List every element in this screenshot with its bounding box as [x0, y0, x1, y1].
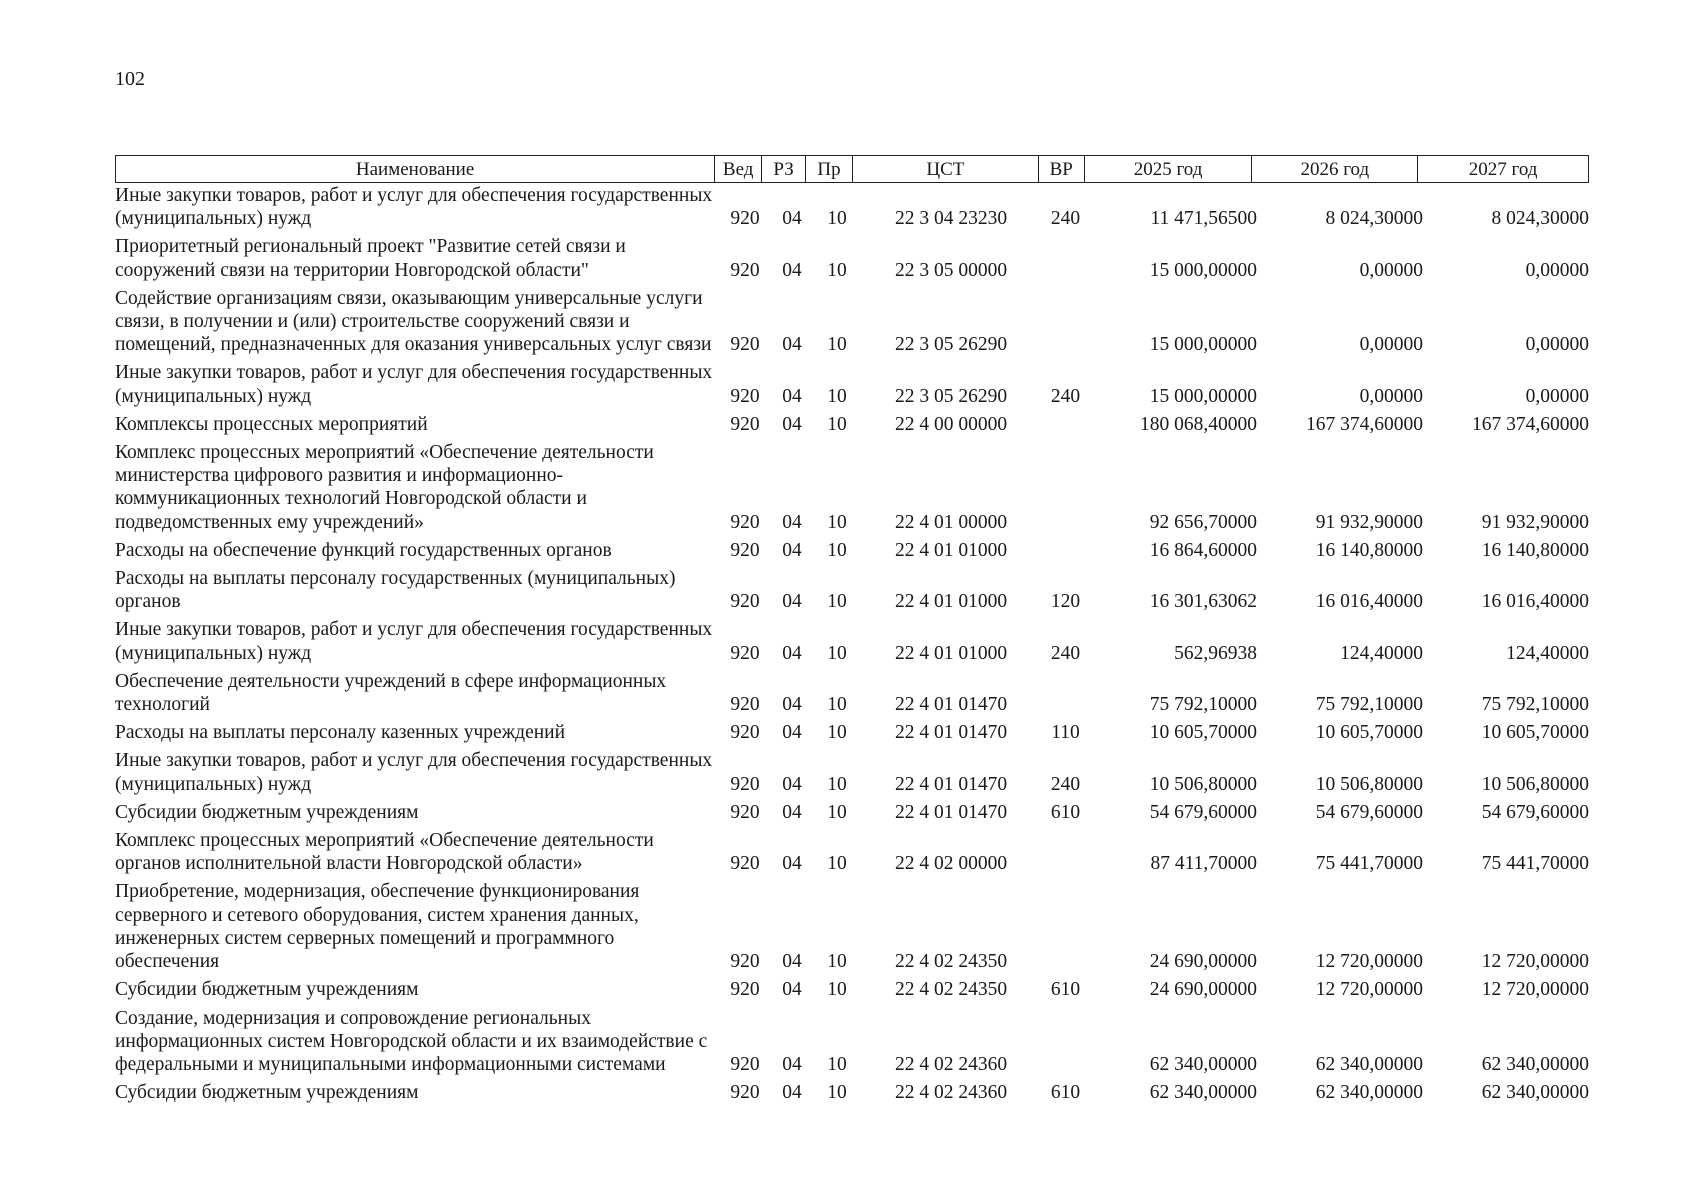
table-row — [115, 441, 1589, 534]
header-pr: Пр — [806, 156, 853, 182]
cell-y2026: 124,40000 — [1340, 642, 1423, 664]
cell-pr: 10 — [827, 385, 847, 407]
table-row — [115, 539, 1589, 562]
cell-y2026: 62 340,00000 — [1315, 1082, 1423, 1104]
cell-y2026: 91 932,90000 — [1315, 511, 1423, 533]
cell-y2027: 91 932,90000 — [1481, 511, 1589, 533]
cell-y2027: 12 720,00000 — [1481, 979, 1589, 1001]
table-row — [115, 287, 1589, 357]
cell-y2027: 0,00000 — [1525, 385, 1589, 407]
cell-name: Комплекс процессных мероприятий «Обеспечение деятельности органов исполнительной власти Новгородской области» — [115, 830, 654, 875]
cell-pr: 10 — [827, 853, 847, 875]
cell-y2025: 75 792,10000 — [1149, 694, 1257, 716]
cell-pr: 10 — [827, 1053, 847, 1075]
cell-cst: 22 4 01 00000 — [894, 511, 1008, 533]
header-name: Наименование — [116, 156, 715, 182]
cell-rz: 04 — [782, 539, 802, 561]
cell-name: Субсидии бюджетным учреждениям — [115, 1082, 419, 1104]
cell-y2025: 54 679,60000 — [1149, 801, 1257, 823]
cell-ved: 920 — [730, 1053, 760, 1075]
cell-cst: 22 4 01 01000 — [894, 591, 1008, 613]
cell-y2025: 24 690,00000 — [1149, 951, 1257, 973]
cell-vr: 110 — [1051, 722, 1080, 744]
table-row — [115, 413, 1589, 436]
cell-ved: 920 — [730, 642, 760, 664]
cell-y2027: 0,00000 — [1525, 259, 1589, 281]
cell-y2026: 16 016,40000 — [1315, 591, 1423, 613]
cell-y2025: 92 656,70000 — [1149, 511, 1257, 533]
cell-rz: 04 — [782, 413, 802, 435]
cell-y2025: 15 000,00000 — [1149, 385, 1257, 407]
cell-y2027: 8 024,30000 — [1491, 208, 1589, 230]
cell-pr: 10 — [827, 591, 847, 613]
header-2026: 2026 год — [1252, 156, 1418, 182]
cell-name: Обеспечение деятельности учреждений в сфере информационных технологий — [115, 670, 667, 716]
cell-ved: 920 — [730, 773, 760, 795]
cell-rz: 04 — [782, 1082, 802, 1104]
table-row — [115, 801, 1589, 824]
cell-pr: 10 — [827, 773, 847, 795]
cell-cst: 22 3 04 23230 — [894, 208, 1008, 230]
cell-rz: 04 — [782, 722, 802, 744]
cell-cst: 22 4 02 24360 — [894, 1053, 1008, 1075]
cell-rz: 04 — [782, 951, 802, 973]
cell-y2026: 0,00000 — [1359, 385, 1423, 407]
cell-y2025: 562,96938 — [1174, 642, 1257, 664]
cell-name: Иные закупки товаров, работ и услуг для обеспечения государственных (муниципальных) нужд — [115, 619, 713, 664]
cell-rz: 04 — [782, 259, 802, 281]
cell-y2027: 54 679,60000 — [1481, 801, 1589, 823]
cell-ved: 920 — [730, 694, 760, 716]
cell-y2025: 62 340,00000 — [1149, 1082, 1257, 1104]
cell-rz: 04 — [782, 208, 802, 230]
cell-name: Расходы на обеспечение функций государственных органов — [115, 539, 612, 561]
cell-cst: 22 4 01 01470 — [894, 773, 1008, 795]
table-row — [115, 829, 1589, 875]
cell-ved: 920 — [730, 1082, 760, 1104]
cell-name: Иные закупки товаров, работ и услуг для обеспечения государственных (муниципальных) нужд — [115, 750, 713, 795]
cell-ved: 920 — [730, 511, 760, 533]
header-ved: Вед — [715, 156, 762, 182]
table-row — [115, 235, 1589, 281]
cell-pr: 10 — [827, 511, 847, 533]
cell-name: Комплекс процессных мероприятий «Обеспечение деятельности министерства цифрового развития и информационно-коммуникационных технологий Новгородской области и подведомственных ему учреждений» — [115, 442, 654, 533]
cell-pr: 10 — [827, 979, 847, 1001]
cell-y2027: 16 140,80000 — [1481, 539, 1589, 561]
cell-cst: 22 4 02 24350 — [894, 951, 1008, 973]
header-vr: ВР — [1039, 156, 1085, 182]
cell-y2025: 15 000,00000 — [1149, 259, 1257, 281]
cell-cst: 22 4 02 24350 — [894, 979, 1008, 1001]
cell-cst: 22 4 02 00000 — [894, 853, 1008, 875]
table-row — [115, 670, 1589, 716]
table-row — [115, 880, 1589, 973]
cell-y2026: 8 024,30000 — [1325, 208, 1423, 230]
cell-vr: 240 — [1050, 385, 1081, 407]
cell-y2025: 62 340,00000 — [1149, 1053, 1257, 1075]
cell-y2027: 12 720,00000 — [1481, 951, 1589, 973]
cell-pr: 10 — [827, 334, 847, 356]
cell-y2027: 124,40000 — [1506, 642, 1589, 664]
cell-cst: 22 4 01 01000 — [894, 642, 1008, 664]
cell-y2026: 16 140,80000 — [1315, 539, 1423, 561]
cell-y2025: 16 864,60000 — [1149, 539, 1257, 561]
cell-y2027: 75 792,10000 — [1481, 694, 1589, 716]
cell-y2027: 62 340,00000 — [1481, 1053, 1589, 1075]
cell-ved: 920 — [730, 853, 760, 875]
table-row — [115, 978, 1589, 1001]
cell-pr: 10 — [827, 259, 847, 281]
cell-pr: 10 — [827, 694, 847, 716]
cell-rz: 04 — [782, 801, 802, 823]
cell-rz: 04 — [782, 694, 802, 716]
table-row — [115, 567, 1589, 613]
table-header — [115, 155, 1589, 183]
cell-pr: 10 — [827, 642, 847, 664]
cell-name: Приоритетный региональный проект "Развитие сетей связи и сооружений связи на территории Новгородской области" — [115, 236, 626, 281]
cell-y2026: 75 441,70000 — [1315, 853, 1423, 875]
header-rz: РЗ — [762, 156, 806, 182]
cell-y2025: 180 068,40000 — [1140, 413, 1257, 435]
cell-cst: 22 4 01 01000 — [894, 539, 1008, 561]
cell-name: Расходы на выплаты персоналу казенных учреждений — [115, 722, 566, 744]
cell-y2026: 10 506,80000 — [1315, 773, 1423, 795]
cell-cst: 22 4 00 00000 — [894, 413, 1008, 435]
cell-y2026: 75 792,10000 — [1315, 694, 1423, 716]
cell-cst: 22 4 01 01470 — [894, 694, 1008, 716]
cell-y2026: 167 374,60000 — [1306, 413, 1423, 435]
cell-y2025: 15 000,00000 — [1149, 334, 1257, 356]
cell-name: Иные закупки товаров, работ и услуг для обеспечения государственных (муниципальных) нужд — [115, 185, 713, 230]
cell-y2027: 62 340,00000 — [1481, 1082, 1589, 1104]
cell-cst: 22 4 02 24360 — [894, 1082, 1008, 1104]
cell-y2026: 62 340,00000 — [1315, 1053, 1423, 1075]
table-row — [115, 1081, 1589, 1104]
cell-rz: 04 — [782, 979, 802, 1001]
cell-rz: 04 — [782, 385, 802, 407]
cell-y2025: 10 506,80000 — [1149, 773, 1257, 795]
cell-ved: 920 — [730, 951, 760, 973]
cell-name: Расходы на выплаты персоналу государственных (муниципальных) органов — [115, 568, 676, 613]
cell-name: Содействие организациям связи, оказывающим универсальные услуги связи, в получении и (или) строительстве сооружений связи и помещений, предназначенных для оказания универсальных услуг связи — [115, 287, 712, 356]
cell-y2025: 87 411,70000 — [1150, 853, 1257, 875]
cell-rz: 04 — [782, 642, 802, 664]
cell-y2025: 16 301,63062 — [1149, 591, 1257, 613]
cell-rz: 04 — [782, 511, 802, 533]
cell-y2027: 75 441,70000 — [1481, 853, 1589, 875]
cell-pr: 10 — [827, 539, 847, 561]
cell-y2025: 24 690,00000 — [1149, 979, 1257, 1001]
cell-y2026: 0,00000 — [1359, 334, 1423, 356]
cell-ved: 920 — [730, 539, 760, 561]
header-cst: ЦСТ — [853, 156, 1039, 182]
cell-vr: 240 — [1050, 773, 1081, 795]
cell-name: Субсидии бюджетным учреждениям — [115, 801, 419, 823]
page-number: 102 — [115, 68, 145, 90]
cell-name: Иные закупки товаров, работ и услуг для обеспечения государственных (муниципальных) нужд — [115, 362, 713, 407]
cell-y2026: 54 679,60000 — [1315, 801, 1423, 823]
cell-vr: 120 — [1050, 591, 1081, 613]
cell-pr: 10 — [827, 1082, 847, 1104]
table-row — [115, 749, 1589, 795]
cell-y2026: 12 720,00000 — [1315, 951, 1423, 973]
cell-ved: 920 — [730, 259, 760, 281]
cell-vr: 240 — [1050, 642, 1081, 664]
cell-pr: 10 — [827, 801, 847, 823]
table-row — [115, 721, 1589, 744]
cell-vr: 610 — [1050, 1082, 1081, 1104]
cell-rz: 04 — [782, 591, 802, 613]
cell-pr: 10 — [827, 722, 847, 744]
header-2025: 2025 год — [1085, 156, 1253, 182]
cell-cst: 22 3 05 26290 — [894, 385, 1008, 407]
cell-ved: 920 — [730, 413, 760, 435]
cell-name: Приобретение, модернизация, обеспечение функционирования серверного и сетевого оборудования, систем хранения данных, инженерных систем серверных помещений и программного обеспечения — [115, 881, 640, 973]
table-row — [115, 1007, 1589, 1077]
cell-y2025: 11 471,56500 — [1150, 208, 1257, 230]
cell-rz: 04 — [782, 853, 802, 875]
cell-y2027: 167 374,60000 — [1472, 413, 1589, 435]
cell-cst: 22 4 01 01470 — [894, 722, 1008, 744]
cell-pr: 10 — [827, 208, 847, 230]
cell-y2026: 10 605,70000 — [1315, 722, 1423, 744]
cell-y2026: 12 720,00000 — [1315, 979, 1423, 1001]
cell-ved: 920 — [730, 979, 760, 1001]
cell-ved: 920 — [730, 722, 760, 744]
cell-rz: 04 — [782, 1053, 802, 1075]
cell-y2027: 0,00000 — [1525, 334, 1589, 356]
cell-pr: 10 — [827, 413, 847, 435]
cell-vr: 610 — [1050, 801, 1081, 823]
cell-ved: 920 — [730, 334, 760, 356]
cell-rz: 04 — [782, 334, 802, 356]
cell-y2026: 0,00000 — [1359, 259, 1423, 281]
table-row — [115, 361, 1589, 407]
cell-name: Субсидии бюджетным учреждениям — [115, 979, 419, 1001]
cell-cst: 22 4 01 01470 — [894, 801, 1008, 823]
table-body — [115, 184, 1589, 1109]
header-2027: 2027 год — [1468, 158, 1538, 180]
cell-vr: 610 — [1050, 979, 1081, 1001]
cell-y2027: 10 506,80000 — [1481, 773, 1589, 795]
table-row — [115, 618, 1589, 664]
cell-ved: 920 — [730, 385, 760, 407]
cell-ved: 920 — [730, 801, 760, 823]
cell-ved: 920 — [730, 591, 760, 613]
cell-y2027: 10 605,70000 — [1481, 722, 1589, 744]
cell-vr: 240 — [1050, 208, 1081, 230]
cell-cst: 22 3 05 00000 — [894, 259, 1008, 281]
cell-y2025: 10 605,70000 — [1149, 722, 1257, 744]
cell-cst: 22 3 05 26290 — [894, 334, 1008, 356]
cell-ved: 920 — [730, 208, 760, 230]
cell-name: Создание, модернизация и сопровождение региональных информационных систем Новгородской области и их взаимодействие с федеральными и муниципальными информационными системами — [115, 1007, 708, 1075]
cell-pr: 10 — [827, 951, 847, 973]
cell-rz: 04 — [782, 773, 802, 795]
cell-name: Комплексы процессных мероприятий — [115, 413, 428, 435]
table-row — [115, 184, 1589, 230]
cell-y2027: 16 016,40000 — [1481, 591, 1589, 613]
